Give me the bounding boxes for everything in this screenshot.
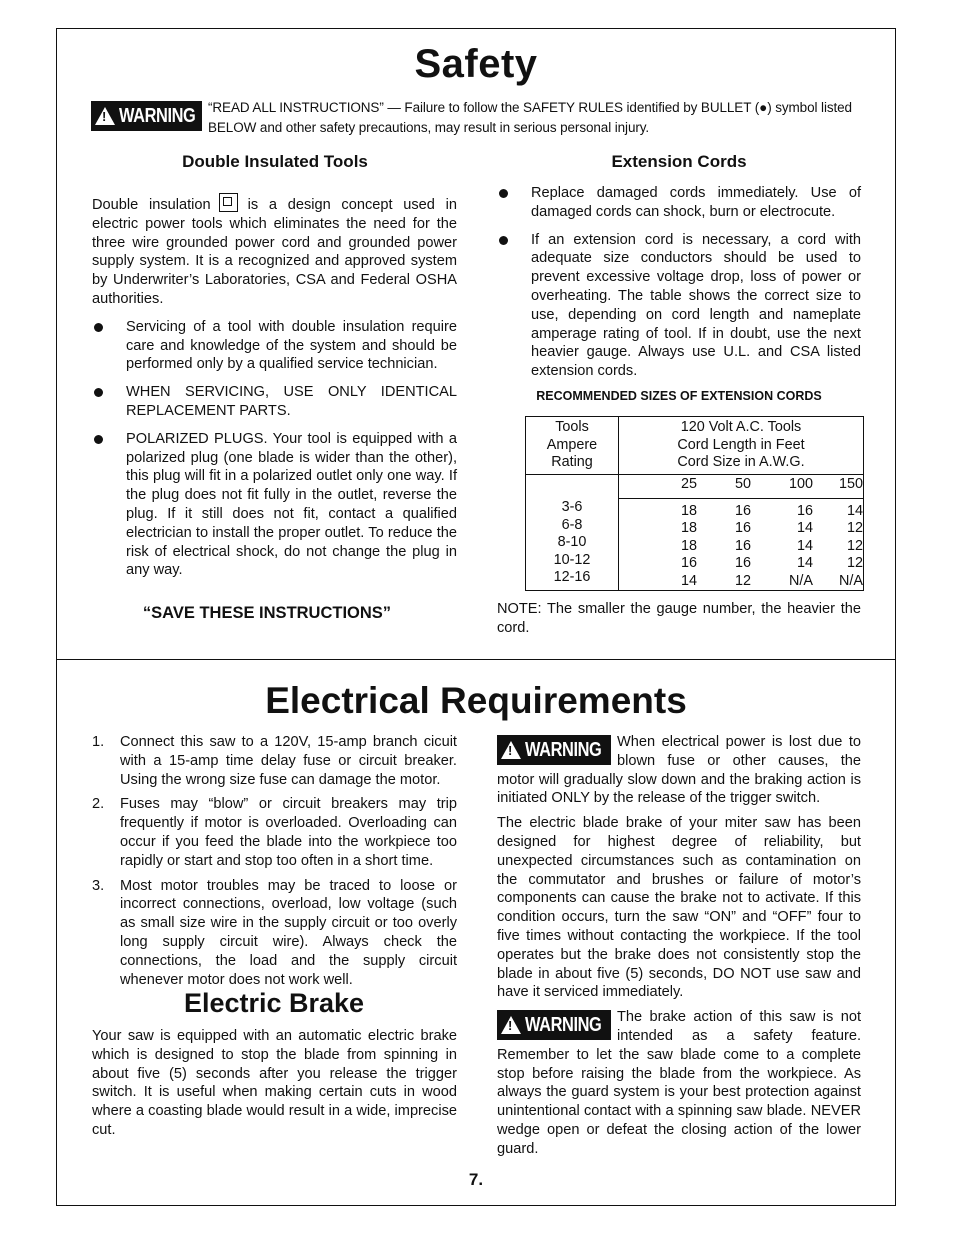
bullet-item: If an extension cord is necessary, a cord with adequate size conductors should be used to prevent excessive voltage drop, loss of power or overheating. The table shows the correct size to use, depending on cord length and nameplate amperage rating of tool. If in doubt, use the next heavier gauge. Always use U.L. and CSA listed extension cords. xyxy=(497,231,861,381)
double-insulated-section xyxy=(92,193,457,580)
length-row: 25 50 100 150 xyxy=(619,475,863,499)
bullet-icon xyxy=(497,231,531,381)
table-title: RECOMMENDED SIZES OF EXTENSION CORDS xyxy=(536,389,822,403)
gauge-values xyxy=(619,475,864,591)
warning-triangle-icon xyxy=(501,1016,521,1034)
extension-cords-heading: Extension Cords xyxy=(611,152,747,171)
bullet-item: Servicing of a tool with double insulation require care and knowledge of the system and should be performed only by a qualified service technician. xyxy=(92,318,457,374)
brake-reliability-paragraph: The electric blade brake of your miter saw has been designed for highest degree of reliability, but unexpected circumstances such as contamination on the commutator and brushes or failure of motor’s components can cause the brake not to activate. If this condition occurs, turn the saw “ON” and “OFF” four to five times without contacting the workpiece. If the tool operates but the brake does not consistently stop the blade in about five (5) seconds, DO NOT use saw and have it serviced immediately. xyxy=(497,815,861,1001)
bullet-item: POLARIZED PLUGS. Your tool is equipped with a polarized plug (one blade is wider than the other), this plug will fit in a polarized outlet only one way. If the plug does not fit fully in the outlet, reverse the plug. If it still does not fit, contact a qualified electrician to install the proper outlet. To reduce the risk of electrical shock, do not change the plug in any way. xyxy=(92,430,457,580)
ampere-header: Tools Ampere Rating xyxy=(526,417,619,475)
double-insulation-icon xyxy=(219,193,238,212)
warning-badge: ! WARNING xyxy=(497,1010,611,1040)
safety-intro: “READ ALL INSTRUCTIONS” — Failure to follow the SAFETY RULES identified by BULLET (●) symbol listed BELOW and other safety precautions, may result in serious personal injury. xyxy=(208,100,852,135)
gauge-note: NOTE: The smaller the gauge number, the heavier the cord. xyxy=(497,601,861,636)
electrical-list xyxy=(92,733,457,995)
list-item: 1. Connect this saw to a 120V, 15-amp branch cicuit with a 15-amp time delay fuse or circuit breaker. Using the wrong size fuse can damage the motor. xyxy=(92,734,457,788)
bullet-item: WHEN SERVICING, USE ONLY IDENTICAL REPLACEMENT PARTS. xyxy=(92,383,457,421)
bullet-item: Replace damaged cords immediately. Use of damaged cords can shock, burn or electrocute. xyxy=(497,184,861,222)
double-insulation-paragraph: Double insulation is a design concept used in electric power tools which eliminates the need for the three wire grounded power cord and grounded power supply system. It is a recognized and approved system by Underwriter’s Laboratories, CSA and Federal OSHA authorities. xyxy=(92,193,457,309)
save-instructions: “SAVE THESE INSTRUCTIONS” xyxy=(142,604,392,622)
warning-not-safety-feature: The brake action of this saw is not intended as a safety feature. Remember to let the saw blade come to a complete stop before raising the blade from the workpiece. As always the guard system is your best protection against unintentional contact with a spinning saw blade. NEVER wedge open or defeat the closing action of the lower guard. xyxy=(497,1009,861,1157)
electrical-title: Electrical Requirements xyxy=(265,680,687,721)
electric-brake-text: Your saw is equipped with an automatic electric brake which is designed to stop the blade from spinning in about five (5) seconds after you release the trigger switch. It is useful when making certain cuts in wood where a coasting blade would result in a wide, imprecise cut. xyxy=(92,1028,457,1138)
double-insulated-heading: Double Insulated Tools xyxy=(182,152,368,171)
extension-cords-bullets xyxy=(497,184,861,381)
bullet-icon xyxy=(497,184,531,222)
page-number: 7. xyxy=(468,1170,484,1189)
electric-brake-title: Electric Brake xyxy=(183,988,365,1018)
bullet-icon xyxy=(92,318,126,374)
list-item: 3. Most motor troubles may be traced to loose or incorrect connections, overload, low voltage (such as small size wire in the supply circuit or too overly long supply circuit wire). Always check the connections, the load and the supply circuit whenever motor does not work well. xyxy=(92,877,457,988)
bullet-icon xyxy=(92,430,126,580)
warning-badge: ! WARNING xyxy=(497,735,611,765)
warning-triangle-icon xyxy=(95,107,115,125)
warning-triangle-icon xyxy=(501,741,521,759)
extension-cord-table xyxy=(525,416,864,591)
gauge-grid: 18 16 16 14 18 16 14 12 18 16 14 12 16 16 14 12 14 12 N/A N/A xyxy=(680,502,863,589)
ampere-column: 3-6 6-8 8-10 10-12 12-16 xyxy=(526,475,619,591)
cord-header: 120 Volt A.C. Tools Cord Length in Feet Cord Size in A.W.G. xyxy=(619,417,864,475)
safety-title: Safety xyxy=(414,42,538,86)
list-item: 2. Fuses may “blow” or circuit breakers may trip frequently if motor is overloaded. Overloading can occur if you feed the blade into the workpiece too rapidly or start and stop too often in a short time. xyxy=(92,796,457,869)
section-divider xyxy=(56,659,896,660)
brake-warnings xyxy=(497,733,861,1159)
bullet-icon xyxy=(92,383,126,421)
warning-badge: ! WARNING xyxy=(91,101,202,131)
warning-power-loss: When electrical power is lost due to blown fuse or other causes, the motor will gradually slow down and the braking action is initiated ONLY by the release of the trigger switch. xyxy=(497,734,861,807)
